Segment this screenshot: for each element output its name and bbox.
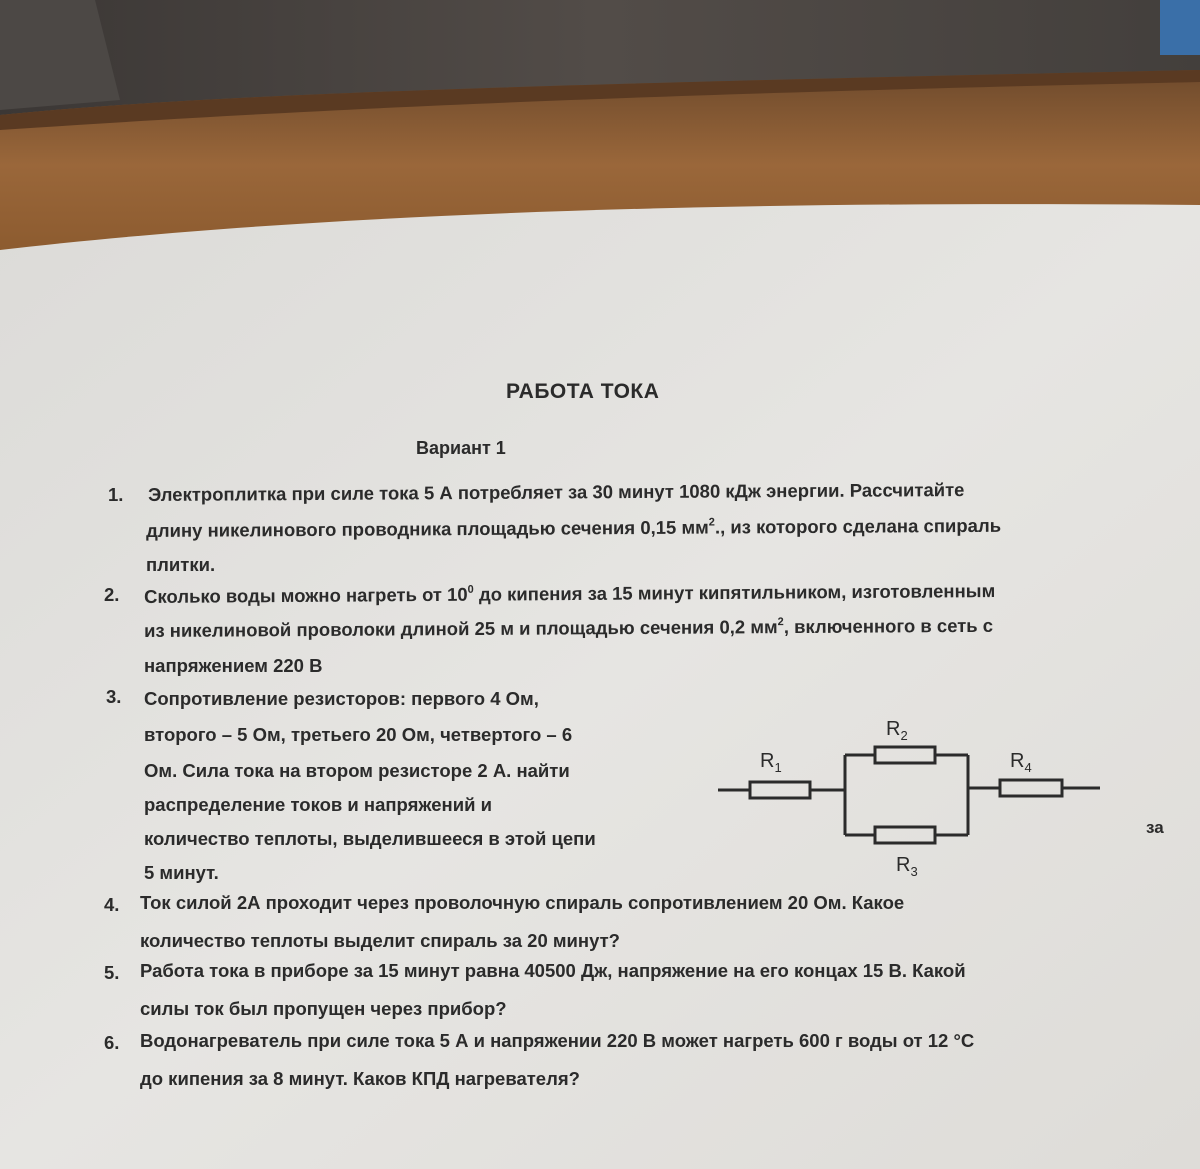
problem-5-number: 5. <box>104 962 120 983</box>
problem-3-line-5: количество теплоты, выделившееся в этой цепи <box>144 828 596 849</box>
problem-1-number: 1. <box>108 484 124 505</box>
problem-3-side-word: за <box>1146 818 1164 837</box>
problem-3-line-6: 5 минут. <box>144 862 219 883</box>
problem-5-line-2: силы ток был пропущен через прибор? <box>140 998 507 1019</box>
problem-1-line-1: Электроплитка при силе тока 5 А потребляет за 30 минут 1080 кДж энергии. Рассчитайте <box>148 479 965 505</box>
page-title: РАБОТА ТОКА <box>506 380 660 403</box>
problem-3-line-1: Сопротивление резисторов: первого 4 Ом, <box>144 688 539 709</box>
resistor-r4 <box>1000 780 1062 796</box>
superscript: 2 <box>777 616 784 629</box>
label-r3: $R_3$ <box>896 854 918 879</box>
problem-4-number: 4. <box>104 894 120 915</box>
variant-label: Вариант 1 <box>416 438 506 458</box>
problem-1-line-3: плитки. <box>146 554 216 575</box>
problem-5-line-1: Работа тока в приборе за 15 минут равна 40500 Дж, напряжение на его концах 15 В. Какой <box>140 960 966 981</box>
problem-2-line-1: Сколько воды можно нагреть от $10^0$ до кипения за 15 минут кипятильником, изготовленным <box>144 580 996 607</box>
problem-3-line-3: Ом. Сила тока на втором резисторе 2 А. найти <box>144 760 570 781</box>
degree-mark: 0 <box>467 583 474 596</box>
problem-2-number: 2. <box>104 584 120 605</box>
problem-6-number: 6. <box>104 1032 120 1053</box>
problem-2-line-3: напряжением 220 В <box>144 655 323 676</box>
resistor-r3 <box>875 827 935 843</box>
problem-6-line-2: до кипения за 8 минут. Каков КПД нагревателя? <box>140 1068 580 1089</box>
problem-3-line-2: второго – 5 Ом, третьего 20 Ом, четвертого – 6 <box>144 724 573 745</box>
problem-6-line-1: Водонагреватель при силе тока 5 А и напряжении 220 В может нагреть 600 г воды от 12 °С <box>140 1030 975 1051</box>
problem-3-number: 3. <box>106 686 122 707</box>
problem-1-line-2: длину никелинового проводника площадью сечения 0,15 $мм^2$., из которого сделана спираль <box>146 514 1002 541</box>
problem-3-line-4: распределение токов и напряжений и <box>144 794 492 815</box>
problem-4-line-2: количество теплоты выделит спираль за 20 минут? <box>140 930 620 951</box>
circuit-diagram <box>700 705 1120 885</box>
resistor-r2 <box>875 747 935 763</box>
resistor-r1 <box>750 782 810 798</box>
superscript: 2 <box>708 516 715 529</box>
label-r2: $R_2$ <box>886 718 908 743</box>
problem-2-line-2: из никелиновой проволоки длиной 25 м и площадью сечения 0,2 $мм^2$, включенного в сеть с <box>144 614 994 641</box>
label-r1: $R_1$ <box>760 750 782 775</box>
label-r4: $R_4$ <box>1010 750 1032 775</box>
problem-4-line-1: Ток силой 2А проходит через проволочную спираль сопротивлением 20 Ом. Какое <box>140 892 905 913</box>
